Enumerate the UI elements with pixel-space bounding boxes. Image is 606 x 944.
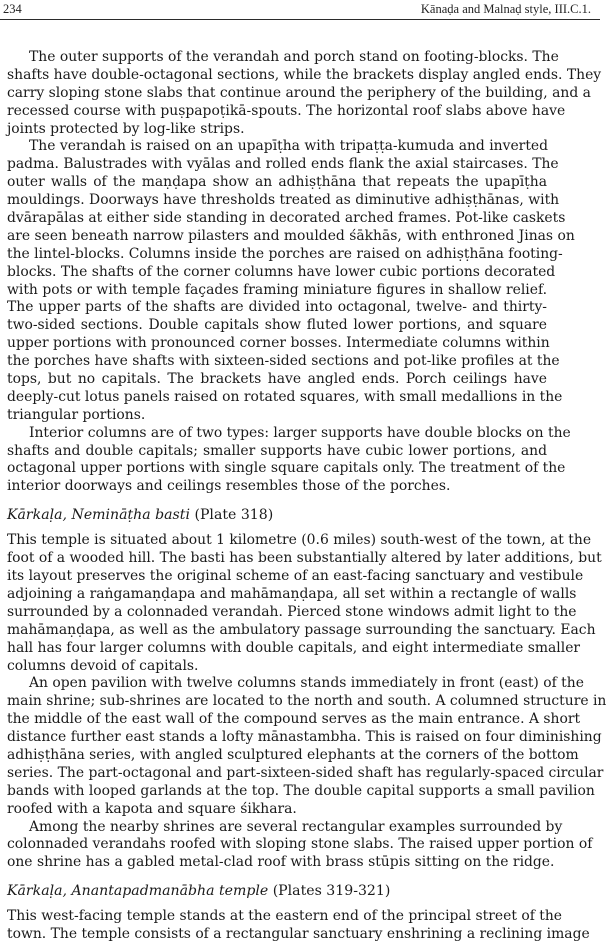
text-line: The verandah is raised on an upapīṭha with tripaṭṭa-kumuda and inverted xyxy=(29,138,549,155)
text-line: foot of a wooded hill. The basti has been substantially altered by later additions, but xyxy=(7,550,602,567)
section-heading xyxy=(7,505,547,525)
paragraph xyxy=(7,818,593,873)
text-line: columns devoid of capitals. xyxy=(7,657,199,674)
paragraph xyxy=(7,49,602,138)
text-line: the middle of the east wall of the compound serves as the main entrance. A short xyxy=(7,711,581,728)
text-line: colonnaded verandahs roofed with sloping stone slabs. The raised upper portion of xyxy=(7,836,593,853)
text-line: Interior columns are of two types: larger supports have double blocks on the xyxy=(29,424,571,441)
text-line: are seen beneath narrow pilasters and moulded śākhās, with enthroned Jinas on xyxy=(7,227,575,244)
text-line: This temple is situated about 1 kilometre (0.6 miles) south-west of the town, at the xyxy=(7,532,592,549)
text-line: blocks. The shafts of the corner columns have lower cubic portions decorated xyxy=(7,263,556,280)
text-line: interior doorways and ceilings resembles those of the porches. xyxy=(7,478,451,495)
text-line: padma. Balustrades with vyālas and rolled ends flank the axial staircases. The xyxy=(7,156,559,173)
text-line: shafts have double-octagonal sections, while the brackets display angled ends. They xyxy=(7,66,602,83)
text-line: tops, but no capitals. The brackets have angled ends. Porch ceilings have xyxy=(7,371,547,388)
page-number: 234 xyxy=(3,2,22,16)
paragraph xyxy=(7,908,590,944)
running-head-title: Kānaḍa and Malnaḍ style, III.C.1. xyxy=(420,2,591,16)
text-line: hall has four larger columns with double capitals, and eight intermediate smaller xyxy=(7,639,581,656)
text-line: adjoining a raṅgamaṇḍapa and mahāmaṇḍapa, all set within a rectangle of walls xyxy=(7,585,577,602)
paragraph xyxy=(7,424,571,497)
text-line: shafts and double capitals; smaller supports have cubic lower portions, and xyxy=(7,442,547,459)
text-line: recessed course with puṣpapoṭikā-spouts. The horizontal roof slabs above have xyxy=(7,102,566,119)
text-line: carry sloping stone slabs that continue around the periphery of the building, and a xyxy=(7,84,591,101)
text-line: An open pavilion with twelve columns stands immediately in front (east) of the xyxy=(29,675,584,692)
paragraph xyxy=(7,675,606,818)
paragraph xyxy=(7,138,575,424)
section-heading xyxy=(7,881,547,901)
paragraph xyxy=(7,532,602,675)
header-rule xyxy=(0,19,600,20)
text-line: series. The part-octagonal and part-sixteen-sided shaft has regularly-spaced circular xyxy=(7,764,604,781)
section-heading-title: Kārkaḷa, Nemināṭha basti xyxy=(7,507,190,524)
text-line: joints protected by log-like strips. xyxy=(7,120,245,137)
plate-reference: (Plate 318) xyxy=(194,507,274,524)
text-line: two-sided sections. Double capitals show fluted lower portions, and square xyxy=(7,317,547,334)
text-line: The outer supports of the verandah and porch stand on footing-blocks. The xyxy=(29,49,559,65)
section-heading-title: Kārkaḷa, Anantapadmanābha temple xyxy=(7,883,269,900)
text-line: dvārapālas at either side standing in decorated arched frames. Pot-like caskets xyxy=(7,210,566,227)
text-line: outer walls of the maṇḍapa show an adhiṣṭhāna that repeats the upapīṭha xyxy=(7,174,547,191)
text-line: This west-facing temple stands at the eastern end of the principal street of the xyxy=(7,908,562,925)
text-line: one shrine has a gabled metal-clad roof with brass stūpis sitting on the ridge. xyxy=(7,854,555,871)
text-line: distance further east stands a lofty mānastambha. This is raised on four diminishing xyxy=(7,729,602,746)
plate-reference: (Plates 319-321) xyxy=(272,883,391,900)
text-line: roofed with a kapota and square śikhara. xyxy=(7,800,297,817)
text-line: Among the nearby shrines are several rectangular examples surrounded by xyxy=(29,818,563,835)
text-line: main shrine; sub-shrines are located to the north and south. A columned structure in xyxy=(7,693,606,710)
text-line: triangular portions. xyxy=(7,406,146,423)
running-head xyxy=(0,0,600,20)
text-line: The upper parts of the shafts are divided into octagonal, twelve- and thirty- xyxy=(7,299,547,316)
text-line: bands with looped garlands at the top. The double capital supports a small pavilion xyxy=(7,782,595,799)
text-line: with pots or with temple façades framing miniature figures in shallow relief. xyxy=(7,281,547,298)
text-line: the lintel-blocks. Columns inside the porches are raised on adhiṣṭhāna footing- xyxy=(7,245,563,262)
body-text xyxy=(7,49,606,944)
text-line: deeply-cut lotus panels raised on rotated squares, with small medallions in the xyxy=(7,388,563,405)
text-line: mouldings. Doorways have thresholds treated as diminutive adhiṣṭhānas, with xyxy=(7,192,560,209)
text-line: surrounded by a colonnaded verandah. Pierced stone windows admit light to the xyxy=(7,603,577,620)
text-line: mahāmaṇḍapa, as well as the ambulatory passage surrounding the sanctuary. Each xyxy=(7,621,596,638)
text-line: upper portions with pronounced corner bosses. Intermediate columns within xyxy=(7,335,550,352)
text-line: town. The temple consists of a rectangular sanctuary enshrining a reclining image xyxy=(7,926,590,943)
text-line: adhiṣṭhāna series, with angled sculptured elephants at the corners of the bottom xyxy=(7,746,579,763)
text-line: octagonal upper portions with single square capitals only. The treatment of the xyxy=(7,460,566,477)
text-line: its layout preserves the original scheme of an east-facing sanctuary and vestibule xyxy=(7,568,584,585)
text-line: the porches have shafts with sixteen-sided sections and pot-like profiles at the xyxy=(7,353,560,370)
